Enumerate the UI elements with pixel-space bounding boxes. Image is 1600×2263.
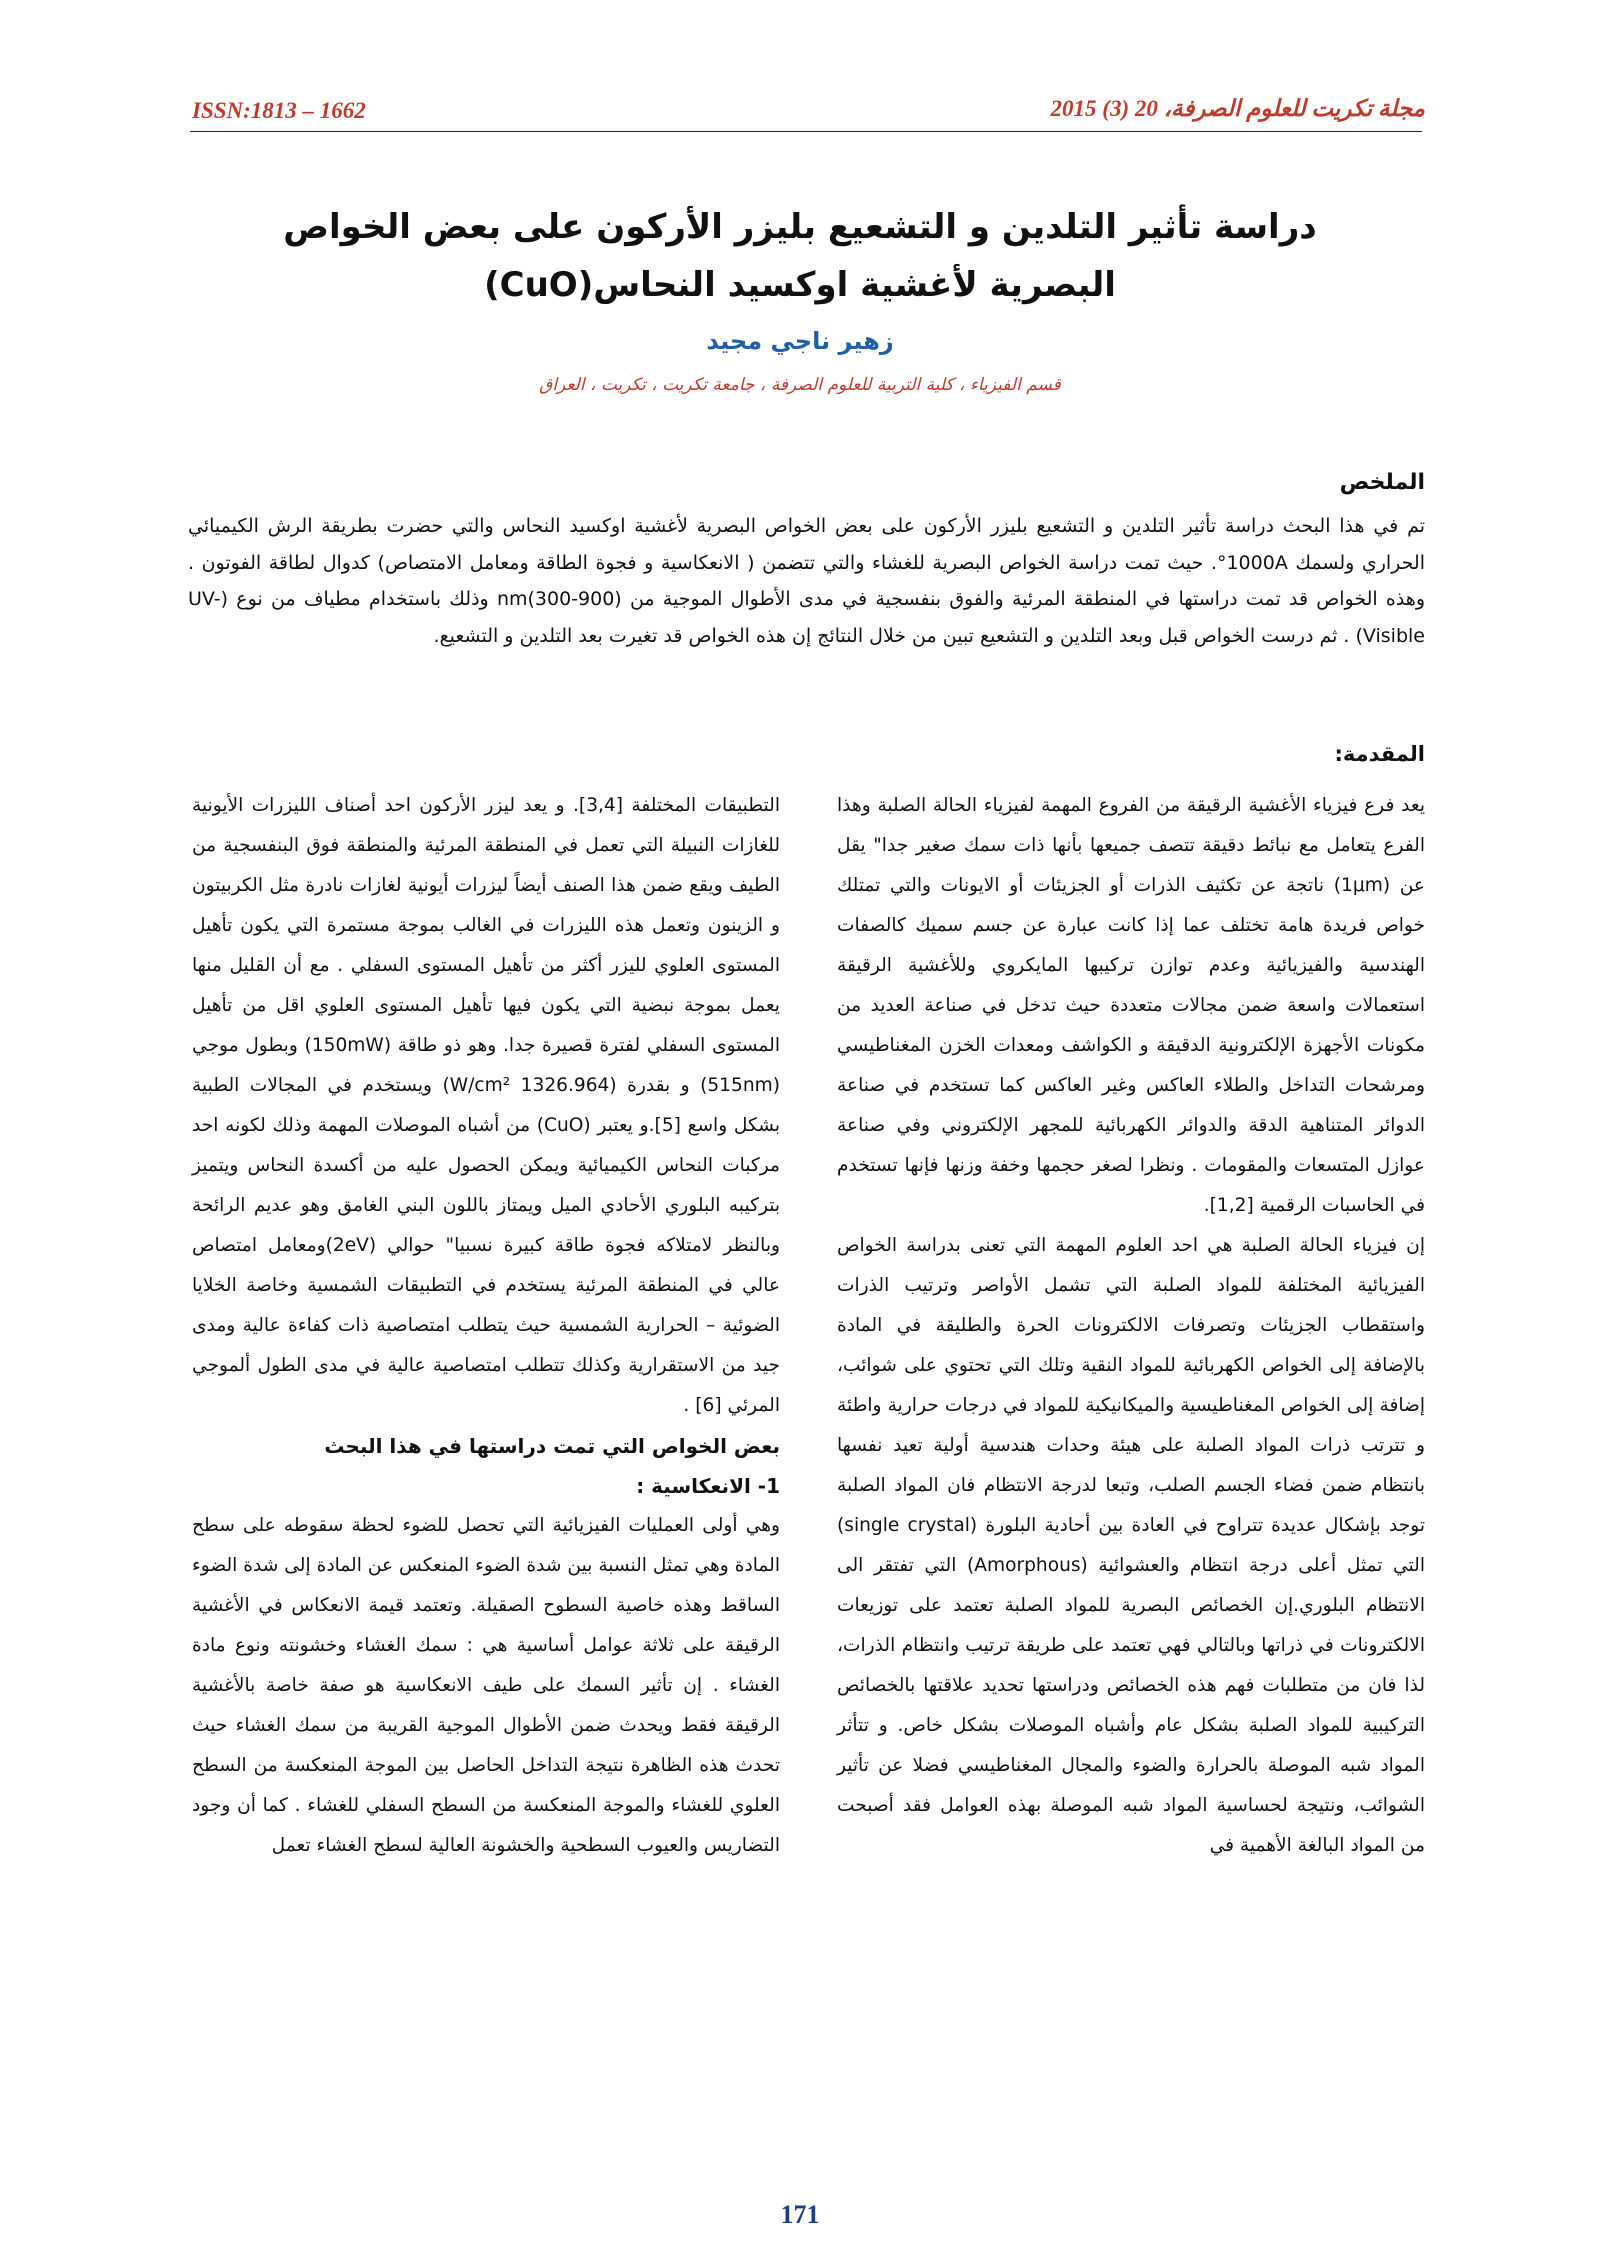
page-number: 171 <box>780 2200 820 2229</box>
abstract-heading: الملخص <box>1339 470 1425 495</box>
paper-title: دراسة تأثير التلدين و التشعيع بليزر الأركون على بعض الخواص البصرية لأغشية اوكسيد النحاس(CuO) <box>283 207 1317 305</box>
intro-paragraph-2: إن فيزياء الحالة الصلبة هي احد العلوم المهمة التي تعنى بدراسة الخواص الفيزيائية المختلفة للمواد الصلبة التي تشمل الأواصر وترتيب الذرات واستقطاب الجزيئات وتصرفات الالكترونات الحرة والطليقة في المادة بالإضافة إلى الخواص الكهربائية للمواد النقية وتلك التي تحتوي على شوائب، إضافة إلى الخواص المغناطيسية والميكانيكية للمواد في درجات حرارية واطئة و تترتب ذرات المواد الصلبة على هيئة وحدات هندسية أولية تعيد نفسها بانتظام ضمن فضاء الجسم الصلب، وتبعا لدرجة الانتظام فان المواد الصلبة توجد بإشكال عديدة تتراوح في العادة بين أحادية البلورة (single crystal) التي تمثل أعلى درجة انتظام والعشوائية (Amorphous) التي تفتقر الى الانتظام البلوري.إن الخصائص البصرية للمواد الصلبة تعتمد على توزيعات الالكترونات في ذراتها وبالتالي فهي تعتمد على طريقة ترتيب وانتظام الذرات، لذا فان من متطلبات فهم هذه الخصائص ودراستها تحديد علاقتها بالخصائص التركيبية للمواد الصلبة بشكل عام وأشباه الموصلات بشكل خاص. و تتأثر المواد شبه الموصلة بالحرارة والضوء والمجال المغناطيسي فضلا عن تأثير الشوائب، ونتيجة لحساسية المواد شبه الموصلة بهذه العوامل فقد أصبحت من المواد البالغة الأهمية في <box>837 1235 1425 1856</box>
issn-header: ISSN:1813 – 1662 <box>192 98 366 123</box>
intro-paragraph-1: يعد فرع فيزياء الأغشية الرقيقة من الفروع المهمة لفيزياء الحالة الصلبة وهذا الفرع يتعامل مع نبائط دقيقة تتصف جميعها بأنها ذات سمك صغير جدا" يقل عن (1μm) ناتجة عن تكثيف الذرات أو الجزيئات أو الايونات والتي تمتلك خواص فريدة هامة تختلف عما إذا كانت عبارة عن جسم سميك كالصفات الهندسية والفيزيائية وعدم توازن تركيبها المايكروي وللأغشية الرقيقة استعمالات واسعة ضمن مجالات متعددة حيث تدخل في صناعة العديد من مكونات الأجهزة الإلكترونية الدقيقة و الكواشف ومعدات الخزن المغناطيسي ومرشحات التداخل والطلاء العاكس وغير العاكس كما تستخدم في صناعة الدوائر المتناهية الدقة والدوائر الكهربائية للمجهر الإلكتروني وفي صناعة عوازل المتسعات والمقومات . ونظرا لصغر حجمها وخفة وزنها فإنها تستخدم في الحاسبات الرقمية [1,2]. <box>837 795 1426 1216</box>
abstract-text: تم في هذا البحث دراسة تأثير التلدين و التشعيع بليزر الأركون على بعض الخواص البصرية لأغشية اوكسيد النحاس والتي حضرت بطريقة الرش الكيميائي الحراري ولسمك 1000A°. حيث تمت دراسة الخواص البصرية للغشاء والتي تتضمن ( الانعكاسية و فجوة الطاقة ومعامل الامتصاص) كدوال لطاقة الفوتون . وهذه الخواص قد تمت دراستها في المنطقة المرئية والفوق بنفسجية في مدى الأطوال الموجية من nm(300-900) وذلك باستخدام مطياف من نوع (UV-Visible) . ثم درست الخواص قبل وبعد التلدين و التشعيع تبين من خلال النتائج إن هذه الخواص قد تغيرت بعد التلدين و التشعيع. <box>188 515 1425 647</box>
left-column <box>192 786 780 1866</box>
author-affiliation: قسم الفيزياء ، كلية التربية للعلوم الصرفة ، جامعة تكريت ، تكريت ، العراق <box>539 375 1061 395</box>
intro-heading: المقدمة: <box>1334 742 1425 766</box>
reflectance-paragraph: وهي أولى العمليات الفيزيائية التي تحصل للضوء لحظة سقوطه على سطح المادة وهي تمثل النسبة بين شدة الضوء المنعكس عن المادة إلى شدة الضوء الساقط وهذه خاصية السطوح الصقيلة. وتعتمد قيمة الانعكاس في الأغشية الرقيقة على ثلاثة عوامل أساسية هي : سمك الغشاء وخشونته ونوع مادة الغشاء . إن تأثير السمك على طيف الانعكاسية هو صفة خاصة بالأغشية الرقيقة فقط ويحدث ضمن الأطوال الموجية القريبة من سمك الغشاء حيث تحدث هذه الظاهرة نتيجة التداخل الحاصل بين الموجة المنعكسة من السطح العلوي للغشاء والموجة المنعكسة من السطح السفلي للغشاء . كما أن وجود التضاريس والعيوب السطحية والخشونة العالية لسطح الغشاء تعمل <box>192 1515 780 1856</box>
properties-heading: بعض الخواص التي تمت دراستها في هذا البحث <box>324 1434 780 1458</box>
reflectance-subheading: 1- الانعكاسية : <box>636 1474 780 1498</box>
header-rule <box>190 131 1422 132</box>
right-column <box>837 786 1425 1866</box>
intro-paragraph-3: التطبيقات المختلفة [3,4]. و يعد ليزر الأركون احد أصناف الليزرات الأيونية للغازات النبيلة التي تعمل في المنطقة المرئية والمنطقة فوق البنفسجية من الطيف ويقع ضمن هذا الصنف أيضاً ليزرات أيونية لغازات نادرة مثل الكربيتون و الزينون وتعمل هذه الليزرات في الغالب بموجة مستمرة التي يكون تأهيل المستوى العلوي لليزر أكثر من تأهيل المستوى السفلي . مع أن القليل منها يعمل بموجة نبضية التي يكون فيها تأهيل المستوى العلوي اقل من تأهيل المستوى السفلي لفترة قصيرة جدا. وهو ذو طاقة (150mW) وبطول موجي (515nm) و بقدرة (1326.964 W/cm²) ويستخدم في المجالات الطبية بشكل واسع [5].و يعتبر (CuO) من أشباه الموصلات المهمة وذلك لكونه احد مركبات النحاس الكيميائية ويمكن الحصول عليه من أكسدة النحاس ويتميز بتركيبه البلوري الأحادي الميل ويمتاز باللون البني الغامق وهو عديم الرائحة وبالنظر لامتلاكه فجوة طاقة كبيرة نسبيا" حوالي (2eV)ومعامل امتصاص عالي في المنطقة المرئية يستخدم في التطبيقات الشمسية وخاصة الخلايا الضوئية – الحرارية الشمسية حيث يتطلب امتصاصية ذات كفاءة عالية ومدى جيد من الاستقرارية وكذلك تتطلب امتصاصية عالية في مدى الطول ألموجي المرئي [6] . <box>192 795 780 1416</box>
author-name: زهير ناجي مجيد <box>706 327 894 355</box>
journal-header: مجلة تكريت للعلوم الصرفة، 20 (3) 2015 <box>1050 96 1425 121</box>
